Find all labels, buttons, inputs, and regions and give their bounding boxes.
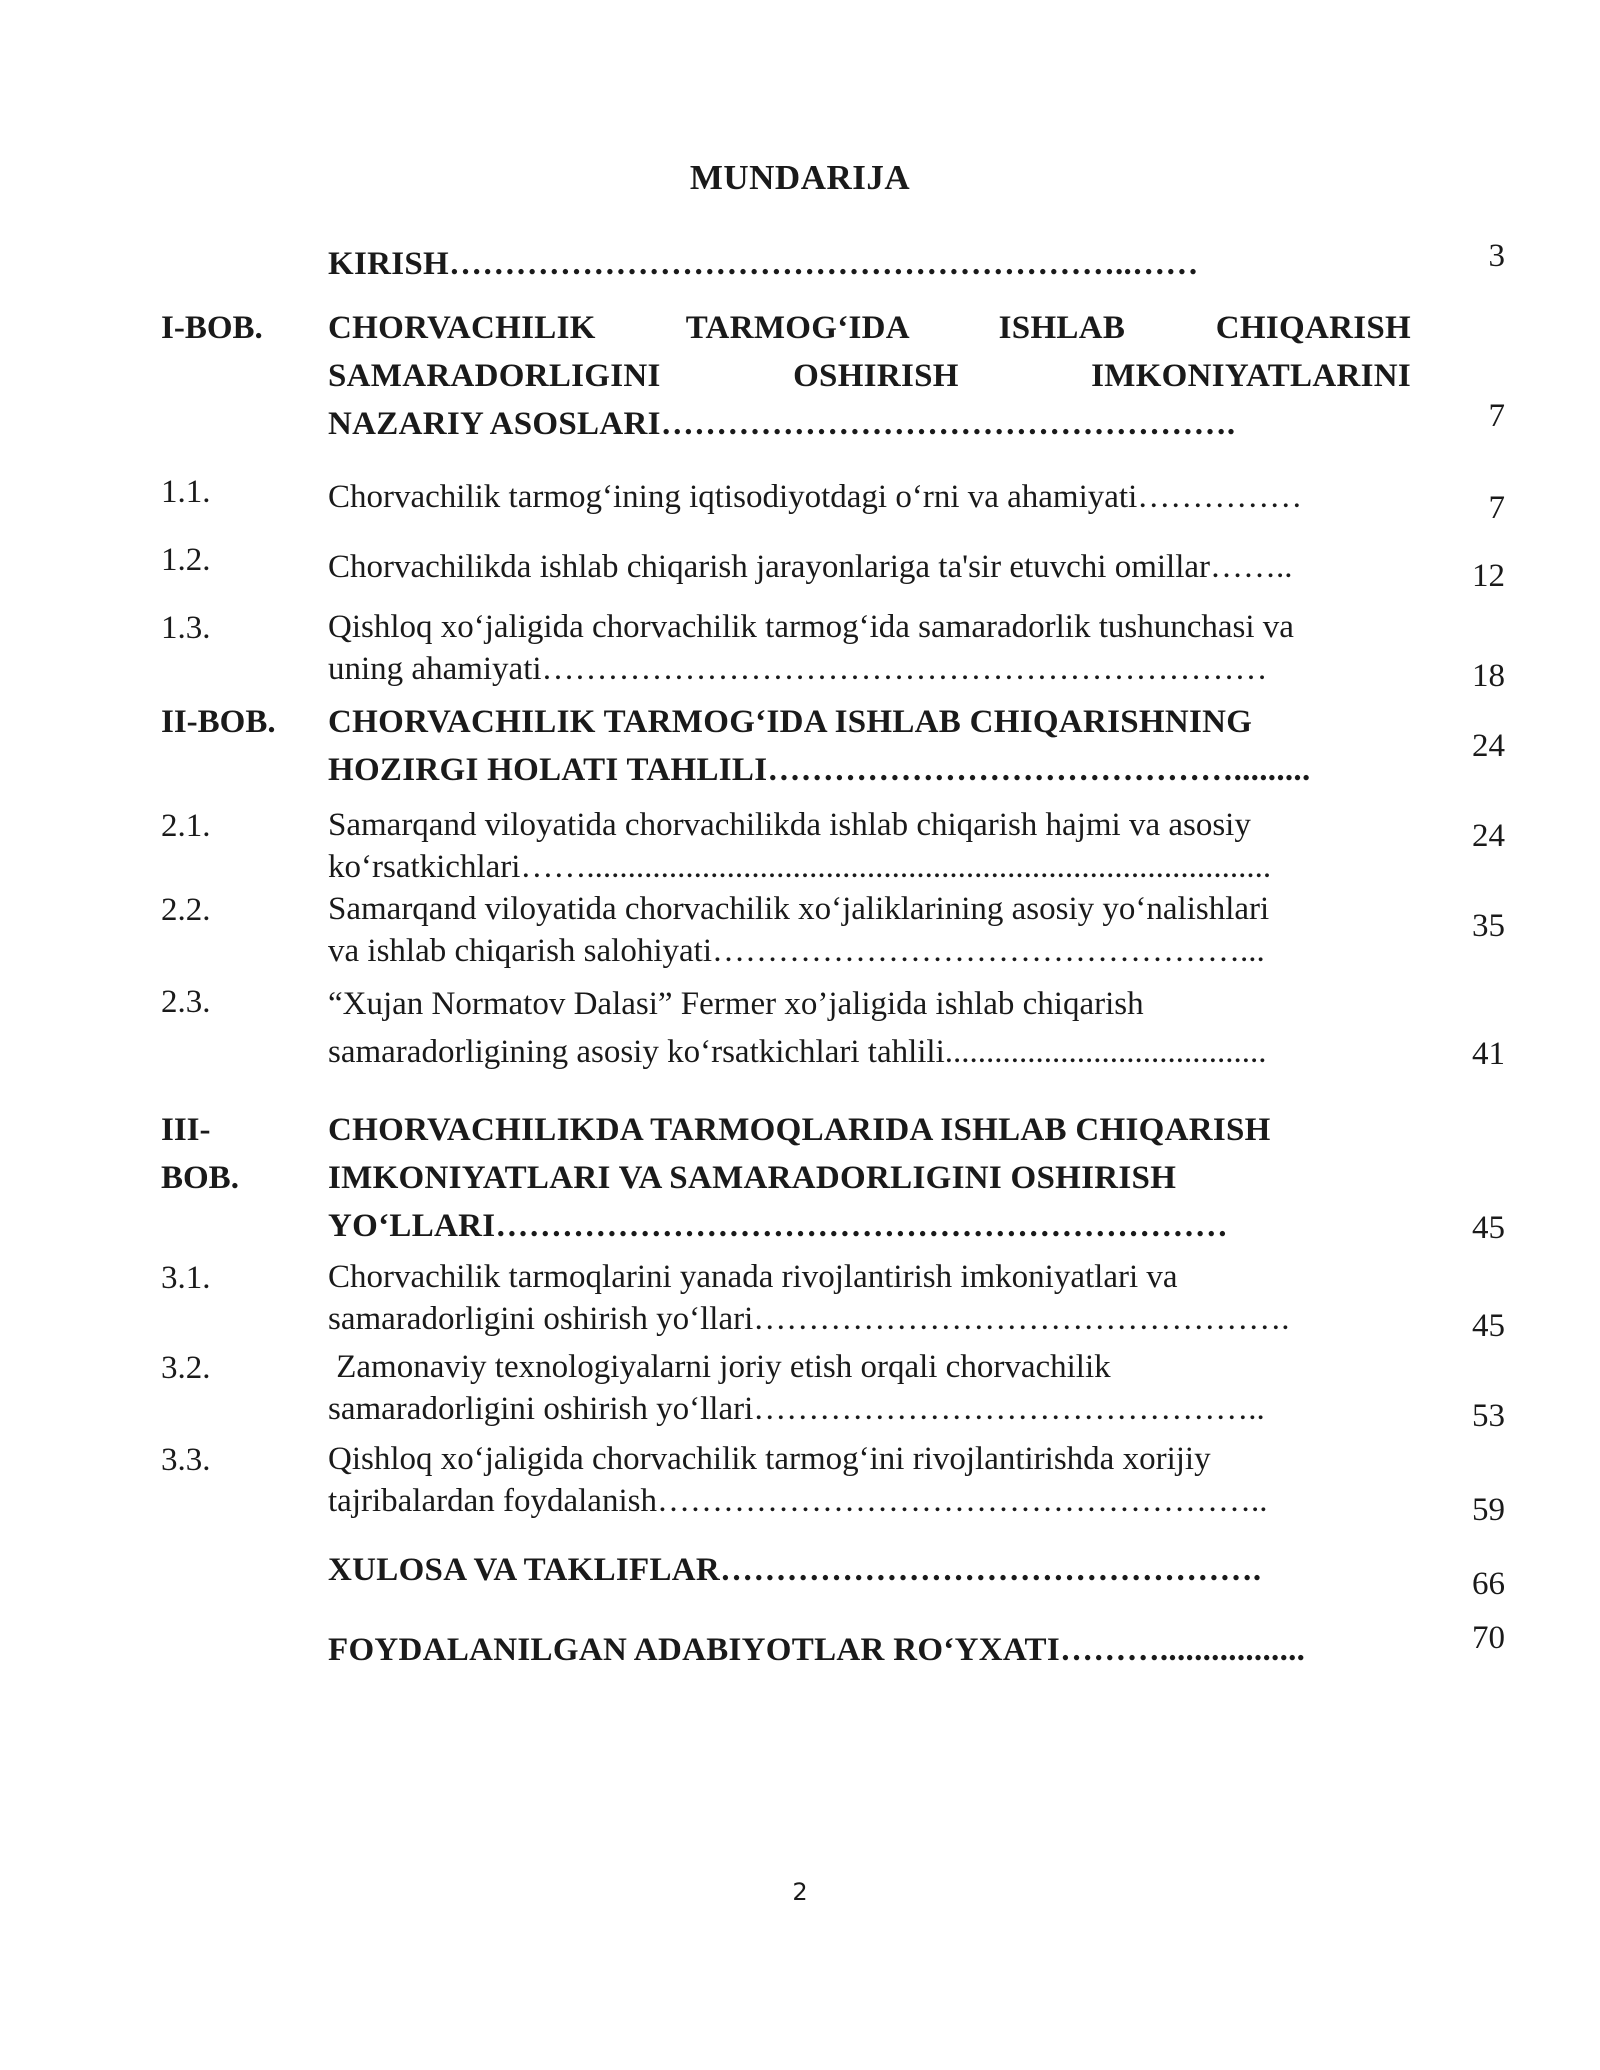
toc-entry-line: CHORVACHILIKDA TARMOQLARIDA ISHLAB CHIQARISH: [328, 1112, 1271, 1148]
toc-entry-text: [328, 804, 1411, 888]
page-number: 2: [792, 1878, 808, 1906]
toc-entry-line: FOYDALANILGAN ADABIYOTLAR RO‘YXATI……….................: [328, 1632, 1306, 1668]
toc-entry-line: Zamonaviy texnologiyalarni joriy etish orqali chorvachilik: [328, 1349, 1111, 1385]
toc-section-label: 3.3.: [161, 1442, 211, 1478]
toc-entry-line: IMKONIYATLARI VA SAMARADORLIGINI OSHIRISH: [328, 1160, 1177, 1196]
toc-entry-text: [328, 476, 1411, 518]
toc-entry-line: Qishloq xo‘jaligida chorvachilik tarmog‘ida samaradorlik tushunchasi va: [328, 609, 1294, 645]
toc-page-number: 53: [1472, 1398, 1505, 1434]
toc-page-number: 66: [1472, 1566, 1505, 1602]
toc-entry-text: [328, 1438, 1411, 1522]
toc-page-number: 59: [1472, 1492, 1505, 1528]
toc-page-number: 7: [1488, 398, 1505, 434]
toc-section-label: 3.1.: [161, 1260, 211, 1296]
toc-entry-line: YO‘LLARI…………………………………………………………: [328, 1208, 1229, 1244]
toc-entry-text: [328, 1626, 1411, 1674]
toc-page-number: 70: [1472, 1620, 1505, 1656]
toc-entry-text: [328, 304, 1411, 448]
toc-section-label: 2.2.: [161, 892, 211, 928]
toc-page-number: 18: [1472, 658, 1505, 694]
toc-page-number: 3: [1488, 238, 1505, 274]
toc-entry-line: Chorvachilik tarmoqlarini yanada rivojlantirish imkoniyatlari va: [328, 1259, 1178, 1295]
toc-section-label: 1.2.: [161, 542, 211, 578]
toc-entry-line: Samarqand viloyatida chorvachilikda ishlab chiqarish hajmi va asosiy: [328, 807, 1251, 843]
toc-page-number: 24: [1472, 818, 1505, 854]
toc-entry-line: Samarqand viloyatida chorvachilik xo‘jaliklarining asosiy yo‘nalishlari: [328, 891, 1270, 927]
toc-entry-line: uning ahamiyati…………………………………………………………: [328, 651, 1268, 687]
toc-section-label: 2.3.: [161, 984, 211, 1020]
toc-entry-line: CHORVACHILIK TARMOG‘IDA ISHLAB CHIQARISH: [328, 310, 1411, 346]
toc-entry-line: samaradorligining asosiy ko‘rsatkichlari tahlili.......................................: [328, 1034, 1267, 1070]
toc-entry-text: [328, 606, 1411, 690]
toc-entry-line: Chorvachilik tarmog‘ining iqtisodiyotdagi o‘rni va ahamiyati……………: [328, 479, 1303, 515]
toc-entry-line: samaradorligini oshirish yo‘llari………………………………………….: [328, 1301, 1290, 1337]
toc-entry-text: [328, 980, 1411, 1076]
toc-page-number: 35: [1472, 908, 1505, 944]
toc-entry-line: ko‘rsatkichlari……...................................................................................: [328, 849, 1272, 885]
toc-entry-line: HOZIRGI HOLATI TAHLILI…………………………………….........: [328, 752, 1311, 788]
toc-section-label: 3.2.: [161, 1350, 211, 1386]
toc-entry-text: [328, 888, 1411, 972]
toc-section-label: 2.1.: [161, 808, 211, 844]
toc-page-number: 45: [1472, 1308, 1505, 1344]
toc-chapter-label: II-BOB.: [161, 704, 276, 740]
toc-entry-text: [328, 1546, 1411, 1594]
toc-page-number: 24: [1472, 728, 1505, 764]
toc-chapter-label: III- BOB.: [161, 1112, 239, 1196]
toc-entry-line: Chorvachilikda ishlab chiqarish jarayonlariga ta'sіr etuvchi omillar……..: [328, 549, 1293, 585]
toc-entry-line: samaradorligini oshirish yo‘llari………………………………………..: [328, 1391, 1265, 1427]
toc-entry-line: KIRISH……………………………………………………..……: [328, 246, 1199, 282]
toc-entry-text: [328, 698, 1411, 794]
toc-title: MUNDARIJA: [689, 158, 911, 197]
toc-entry-line: CHORVACHILIK TARMOG‘IDA ISHLAB CHIQARISHNING: [328, 704, 1253, 740]
toc-page-number: 7: [1488, 490, 1505, 526]
toc-entry-text: [328, 546, 1411, 588]
toc-entry-line: va ishlab chiqarish salohiyati…………………………………………...: [328, 933, 1265, 969]
toc-page-number: 45: [1472, 1210, 1505, 1246]
toc-entry-text: [328, 1256, 1411, 1340]
toc-page-number: 12: [1472, 558, 1505, 594]
toc-entry-text: [328, 1106, 1411, 1250]
toc-entry-text: [328, 240, 1411, 288]
toc-entry-text: [328, 1346, 1411, 1430]
toc-entry-line: SAMARADORLIGINI OSHIRISH IMKONIYATLARINI: [328, 358, 1411, 394]
toc-entry-line: Qishloq xo‘jaligida chorvachilik tarmog‘ini rivojlantirishda xorijiy: [328, 1441, 1211, 1477]
toc-entry-line: “Xujan Normatov Dalasi” Fermer xo’jaligida ishlab chiqarish: [328, 986, 1144, 1022]
toc-section-label: 1.3.: [161, 610, 211, 646]
toc-entry-line: NAZARIY ASOSLARI…………………………………………….: [328, 406, 1236, 442]
toc-entry-line: tajribalardan foydalanish………………………………………………..: [328, 1483, 1268, 1519]
toc-page-number: 41: [1472, 1036, 1505, 1072]
toc-entry-line: XULOSA VA TAKLIFLAR………………………………………….: [328, 1552, 1262, 1588]
toc-chapter-label: I-BOB.: [161, 310, 263, 346]
toc-section-label: 1.1.: [161, 474, 211, 510]
